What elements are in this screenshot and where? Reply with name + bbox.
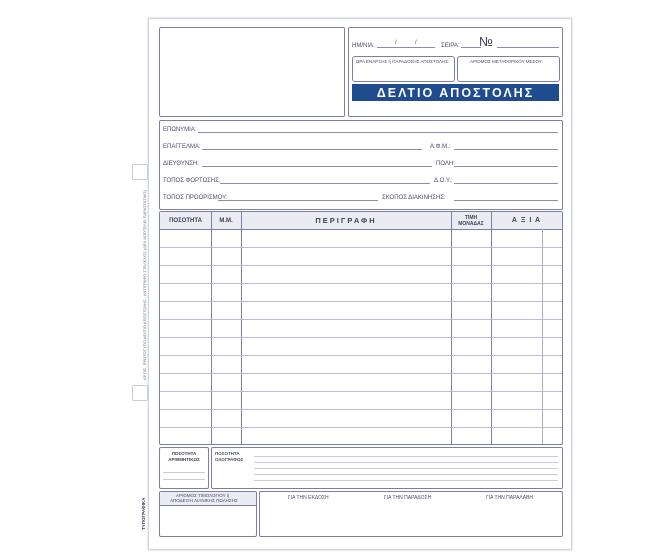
table-row[interactable] xyxy=(160,301,562,302)
destination-label: ΤΟΠΟΣ ΠΡΟΟΡΙΣΜΟΥ: xyxy=(163,195,228,201)
write-line xyxy=(163,479,205,480)
unit-price-line-1: ΤΙΜΗ xyxy=(464,214,478,221)
series-label: ΣΕΙΡΑ: xyxy=(441,43,460,49)
table-row[interactable] xyxy=(160,373,562,374)
table-row[interactable] xyxy=(160,355,562,356)
brand-mark: ΤΥΠΟΓΡΑΦΙΚΑ xyxy=(141,497,146,530)
document-title: ΔΕΛΤΙΟ ΑΠΟΣΤΟΛΗΣ xyxy=(352,84,559,101)
table-row[interactable] xyxy=(160,409,562,410)
table-row[interactable] xyxy=(160,283,562,284)
signatures-box xyxy=(259,491,563,537)
invoice-number-box[interactable] xyxy=(159,491,257,537)
profession-field[interactable] xyxy=(202,149,422,150)
vat-label: Α.Φ.Μ.: xyxy=(430,144,451,150)
series-field[interactable] xyxy=(461,47,481,48)
items-table xyxy=(159,211,563,445)
start-time-label: ΩΡΑ ΕΝΑΡΞΗΣ ή ΠΑΡΑΔΟΣΗΣ ΑΠΟΣΤΟΛΗΣ: xyxy=(356,59,450,64)
customer-info-box xyxy=(159,120,563,210)
table-row[interactable] xyxy=(160,265,562,266)
date-separator: / xyxy=(395,40,397,46)
name-label: ΕΠΩΝΥΜΙΑ: xyxy=(163,127,197,133)
purpose-label: ΣΚΟΠΟΣ ΔΙΑΚΙΝΗΣΗΣ: xyxy=(382,195,446,201)
start-time-box[interactable] xyxy=(352,56,455,82)
margin-side-text: ΑΡ.ΠΙΣ. ΠΡΩΤΟΤΥΠΟ ΔΕΛΤΙΟ ΑΠΟΣΤΟΛΗΣ - ΑΝΤΙΓΡΑΦΟ ΣΤΕΛΕΧΟΣ (ΔΕΝ ΑΠΟΤΕΛΕΙ ΠΑΡΑΣΤΑΤΙΚΟ) xyxy=(142,190,147,380)
invoice-number-line-1: ΑΡΙΘΜΟΣ ΤΙΜΟΛΟΓΙΟΥ ή xyxy=(176,493,230,498)
quantity-words-line-2: ΟΛΟΓΡΑΦΩΣ xyxy=(215,457,244,462)
binding-hole xyxy=(132,164,148,180)
column-header-unit: Μ.Μ. xyxy=(219,217,233,224)
purpose-field[interactable] xyxy=(454,200,558,201)
loading-place-label: ΤΟΠΟΣ ΦΟΡΤΩΣΗΣ: xyxy=(163,178,221,184)
write-line xyxy=(254,462,558,463)
table-row[interactable] xyxy=(160,337,562,338)
tax-office-label: Δ.Ο.Υ.: xyxy=(434,178,453,184)
address-field[interactable] xyxy=(202,166,432,167)
table-row[interactable] xyxy=(160,247,562,248)
header-box xyxy=(348,27,563,117)
destination-field[interactable] xyxy=(218,200,378,201)
delivery-note-form xyxy=(148,18,572,550)
vehicle-number-label: ΑΡΙΘΜΟΣ ΜΕΤΑΦΟΡΙΚΟΥ ΜΕΣΟΥ: xyxy=(470,59,543,64)
column-header-unit-price xyxy=(451,212,491,229)
city-field[interactable] xyxy=(454,166,558,167)
receipt-signature-label: ΓΙΑ ΤΗΝ ΠΑΡΑΛΑΒΗ xyxy=(486,495,534,501)
column-header-description: ΠΕΡΙΓΡΑΦΗ xyxy=(315,215,377,225)
profession-label: ΕΠΑΓΓΕΛΜΑ: xyxy=(163,144,201,150)
write-line xyxy=(163,472,205,473)
number-symbol: № xyxy=(479,34,493,49)
quantity-numeric-line-1: ΠΟΣΟΤΗΤΑ xyxy=(171,451,197,456)
invoice-number-line-2: ΑΠΟΔΕΙΞΗ ΛΙΑΝΙΚΗΣ ΠΩΛΗΣΗΣ xyxy=(170,498,238,503)
date-label: ΗΜ/ΝΙΑ: xyxy=(352,43,375,49)
binding-hole xyxy=(132,385,148,401)
date-separator: / xyxy=(415,40,417,46)
delivery-signature-label: ΓΙΑ ΤΗΝ ΠΑΡΑΔΟΣΗ xyxy=(384,495,432,501)
issue-signature-label: ΓΙΑ ΤΗΝ ΕΚΔΟΣΗ xyxy=(288,495,329,501)
vat-field[interactable] xyxy=(454,149,558,150)
quantity-numeric-label xyxy=(160,450,208,464)
table-row[interactable] xyxy=(160,391,562,392)
number-field[interactable] xyxy=(497,47,559,48)
quantity-words-box[interactable] xyxy=(211,447,563,489)
table-row[interactable] xyxy=(160,427,562,428)
quantity-words-line-1: ΠΟΣΟΤΗΤΑ xyxy=(215,451,240,456)
write-line xyxy=(254,474,558,475)
column-header-value: Α Ξ Ι Α xyxy=(511,216,542,224)
table-row[interactable] xyxy=(160,319,562,320)
quantity-numeric-line-2: ΑΡΙΘΜΗΤΙΚΩΣ xyxy=(168,457,200,462)
date-field[interactable] xyxy=(377,47,435,48)
quantity-numeric-box[interactable] xyxy=(159,447,209,489)
write-line xyxy=(254,480,558,481)
unit-price-line-2: ΜΟΝΑΔΑΣ xyxy=(458,220,484,227)
city-label: ΠΟΛΗ: xyxy=(436,161,455,167)
address-label: ΔΙΕΥΘΥΝΣΗ: xyxy=(163,161,199,167)
name-field[interactable] xyxy=(198,132,558,133)
write-line xyxy=(254,468,558,469)
vehicle-number-box[interactable] xyxy=(457,56,560,82)
loading-place-field[interactable] xyxy=(220,183,430,184)
write-line xyxy=(254,456,558,457)
tax-office-field[interactable] xyxy=(454,183,558,184)
logo-box xyxy=(159,27,345,117)
column-header-quantity: ΠΟΣΟΤΗΤΑ xyxy=(169,217,202,224)
